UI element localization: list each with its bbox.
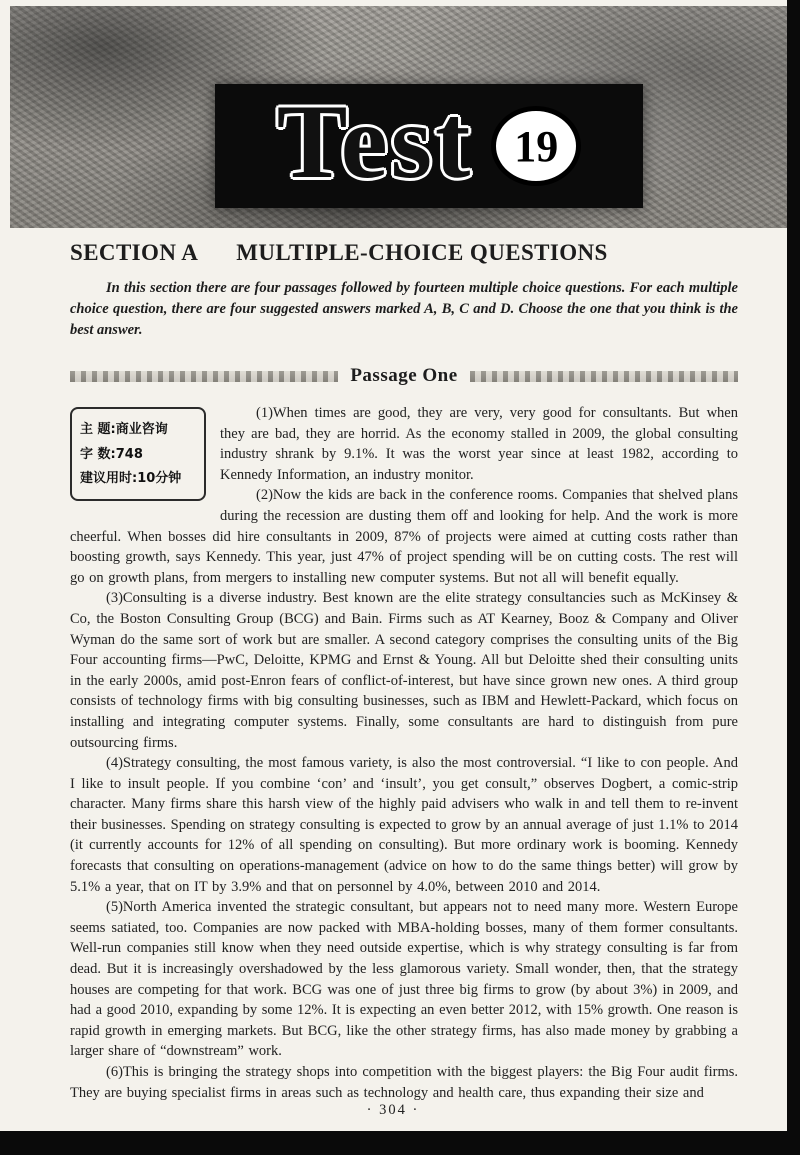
info-box-time: 建议用时:10分钟	[80, 471, 182, 487]
passage-header	[70, 365, 738, 387]
scan-edge-bottom	[0, 1131, 800, 1155]
passage-body	[70, 403, 738, 1103]
section-heading-title: MULTIPLE-CHOICE QUESTIONS	[236, 240, 608, 265]
paragraph-1: (1)When times are good, they are very, very good for consultants. But when they are bad, they are horrid. As the economy stalled in 2009, the global consulting industry shrank by 9.1%. It was the worst year since at least 1982, according to Kennedy Information, an industry monitor.	[220, 405, 738, 483]
passage-ornament-left	[70, 371, 338, 382]
paragraph-2: (2)Now the kids are back in the conference rooms. Companies that shelved plans during the recession are dusting them off and looking for help. And the work is more cheerful. When bosses did hire consultants in 2009, 87% of projects were aimed at cutting costs rather than boosting growth, says Kennedy. This year, just 47% of project spending will be on cutting costs. The rest will go on growth plans, from mergers to installing new computer systems. But not all will benefit equally.	[70, 487, 738, 586]
scan-edge-right	[787, 0, 800, 1155]
section-instructions: In this section there are four passages followed by fourteen multiple choice questions. For each multiple choice question, there are four suggested answers marked A, B, C and D. Choose the one that you think is the best answer.	[70, 280, 738, 338]
section-heading-label: SECTION A	[70, 240, 199, 265]
passage-info-box	[70, 407, 206, 501]
page-number: · 304 ·	[366, 1102, 420, 1118]
page-content	[70, 240, 738, 1103]
info-box-topic: 主 题:商业咨询	[80, 422, 168, 437]
banner-texture	[10, 6, 788, 228]
paragraph-5: (5)North America invented the strategic consultant, but appears not to need many more. Western Europe seems satiated, too. Companies are now packed with MBA-holding bosses, many of them former consultants. Well-run companies still know when they need outside expertise, which is why strategy consulting is far from dead. But it is increasingly overshadowed by the less glamorous variety. Small wonder, then, that the strategy houses are competing for that work. BCG was one of just three big firms to grow (by about 3%) in 2009, and had a good 2010, expanding by some 12%. It is expecting an even better 2012, with 15% growth. One reason is rapid growth in emerging markets. But BCG, like the other strategy firms, has also made money by grabbing a larger share of “downstream” work.	[70, 899, 738, 1060]
test-number-badge: 19	[491, 106, 581, 186]
paragraph-6: (6)This is bringing the strategy shops into competition with the biggest players: the Big Four audit firms. They are buying specialist firms in areas such as technology and health care, thus expanding their size and	[70, 1064, 738, 1101]
section-heading	[70, 240, 738, 266]
info-box-wordcount: 字 数:748	[80, 446, 143, 462]
passage-title: Passage One	[350, 365, 458, 386]
test-title-box	[215, 84, 643, 208]
test-title: Test	[276, 83, 474, 200]
passage-ornament-right	[470, 371, 738, 382]
paragraph-4: (4)Strategy consulting, the most famous variety, is also the most controversial. “I like to con people. And I like to insult people. If you combine ‘con’ and ‘insult’, you get consult,” observes Dogbert, a comic-strip character. Many firms share this harsh view of the highly paid advisers who walk in and tell them to re-invent their businesses. Spending on strategy consulting is expected to grow by an annual average of just 1.1% to 2014 (it currently accounts for 12% of all spending on consulting). But more ordinary work is booming. Kennedy forecasts that consulting on operations-management (advice on how to do the same things better) will grow by 5.1% a year, that on IT by 3.9% and that on personnel by 4.0%, between 2010 and 2014.	[70, 755, 738, 895]
paragraph-3: (3)Consulting is a diverse industry. Best known are the elite strategy consultancies such as McKinsey & Co, the Boston Consulting Group (BCG) and Bain. Firms such as AT Kearney, Booz & Company and Oliver Wyman do the same sort of work but are smaller. A second category comprises the consulting units of the Big Four accounting firms—PwC, Deloitte, KPMG and Ernst & Young. All but Deloitte shed their consulting units in the early 2000s, amid post-Enron fears of conflict-of-interest, but have since grown new ones. A third group consists of technology firms with big consulting businesses, such as IBM and Hewlett-Packard, which focus on installing and integrating computer systems. Finally, some consultants are hard to distinguish from pure outsourcing firms.	[70, 590, 738, 751]
